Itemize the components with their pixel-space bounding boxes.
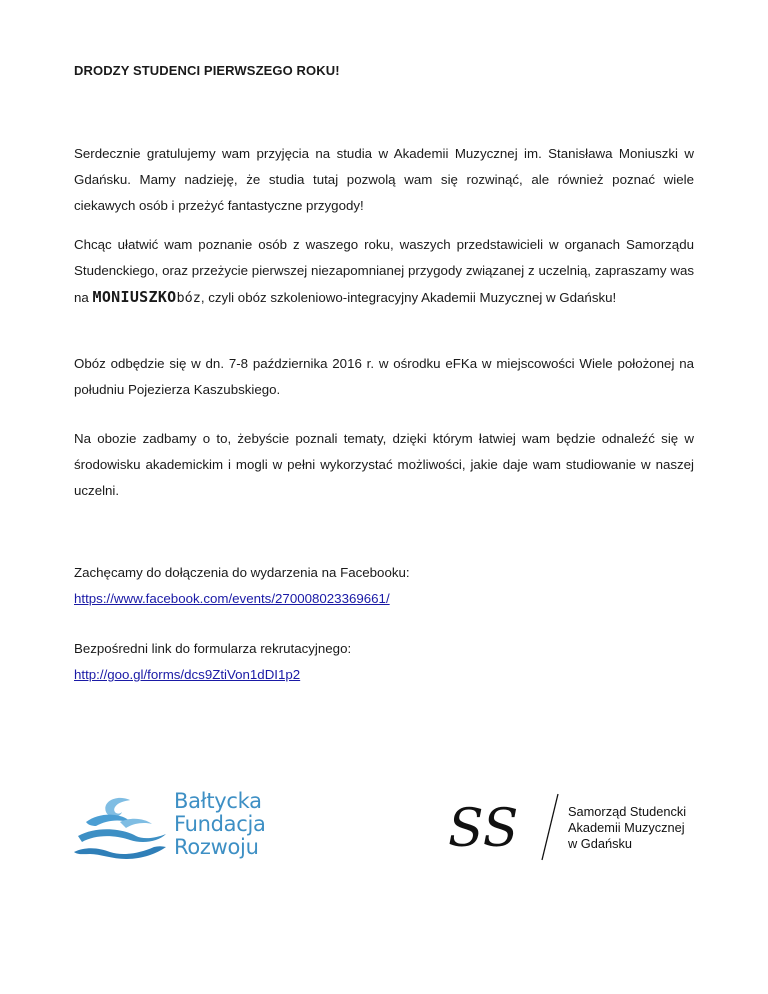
invitation-text-end: , czyli obóz szkoleniowo-integracyjny Akademii Muzycznej w Gdańsku! [200, 290, 617, 305]
bfr-line-3: Rozwoju [174, 835, 259, 859]
paragraph-congratulations: Serdecznie gratulujemy wam przyjęcia na studia w Akademii Muzycznej im. Stanisława Moniuszki w Gdańsku. Mamy nadzieję, że studia tutaj pozwolą wam się rozwinąć, ale również poznać wiele ciekawych osób i przeżyć fantastyczne przygody! [74, 146, 694, 213]
form-label: Bezpośredni link do formularza rekrutacyjnego: [74, 641, 352, 656]
ss-line-2: Akademii Muzycznej [568, 820, 685, 835]
event-brand-upper: MONIUSZKO [92, 288, 177, 306]
bfr-logo-text [174, 790, 266, 859]
paragraph-camp-topics: Na obozie zadbamy o to, żebyście poznali tematy, dzięki którym łatwiej wam będzie odnaleźć się w środowisku akademickim i mogli w pełni wykorzystać możliwości, jakie daje wam studiowanie w naszej uczelni. [74, 431, 694, 498]
ss-line-3: w Gdańsku [568, 836, 633, 851]
paragraph-date-location: Obóz odbędzie się w dn. 7-8 października 2016 r. w ośrodku eFKa w miejscowości Wiele położonej na południu Pojezierza Kaszubskiego. [74, 356, 694, 397]
facebook-link-line [74, 589, 390, 609]
ss-mark: SS [448, 799, 519, 859]
ss-line-1: Samorząd Studencki [568, 804, 687, 819]
event-brand-lower: bóz [176, 290, 201, 306]
page-title: DRODZY STUDENCI PIERWSZEGO ROKU! [74, 63, 340, 78]
samorzad-studencki-logo [446, 790, 706, 865]
invitation-text-start: Chcąc ułatwić wam poznanie osób z waszego roku, waszych przedstawicieli w organach Samorządu Studenckiego, oraz przeżycie pierwszej niezapomnianej przygody związanej z uczelnią, zapraszamy was na [74, 237, 694, 305]
ss-monogram-icon [446, 790, 566, 865]
form-link-line [74, 665, 300, 685]
ss-logo-text [568, 804, 686, 852]
facebook-label: Zachęcamy do dołączenia do wydarzenia na Facebooku: [74, 565, 410, 580]
logo-divider [542, 794, 558, 860]
recruitment-form-link[interactable]: http://goo.gl/forms/dcs9ZtiVon1dDI1p2 [74, 667, 301, 682]
paragraph-invitation [74, 232, 694, 311]
wave-logo-icon [72, 792, 172, 867]
baltycka-fundacja-rozwoju-logo [72, 789, 266, 870]
facebook-event-link[interactable]: https://www.facebook.com/events/270008023369661/ [74, 591, 390, 606]
bfr-line-2: Fundacja [174, 812, 266, 836]
bfr-line-1: Bałtycka [174, 789, 262, 813]
